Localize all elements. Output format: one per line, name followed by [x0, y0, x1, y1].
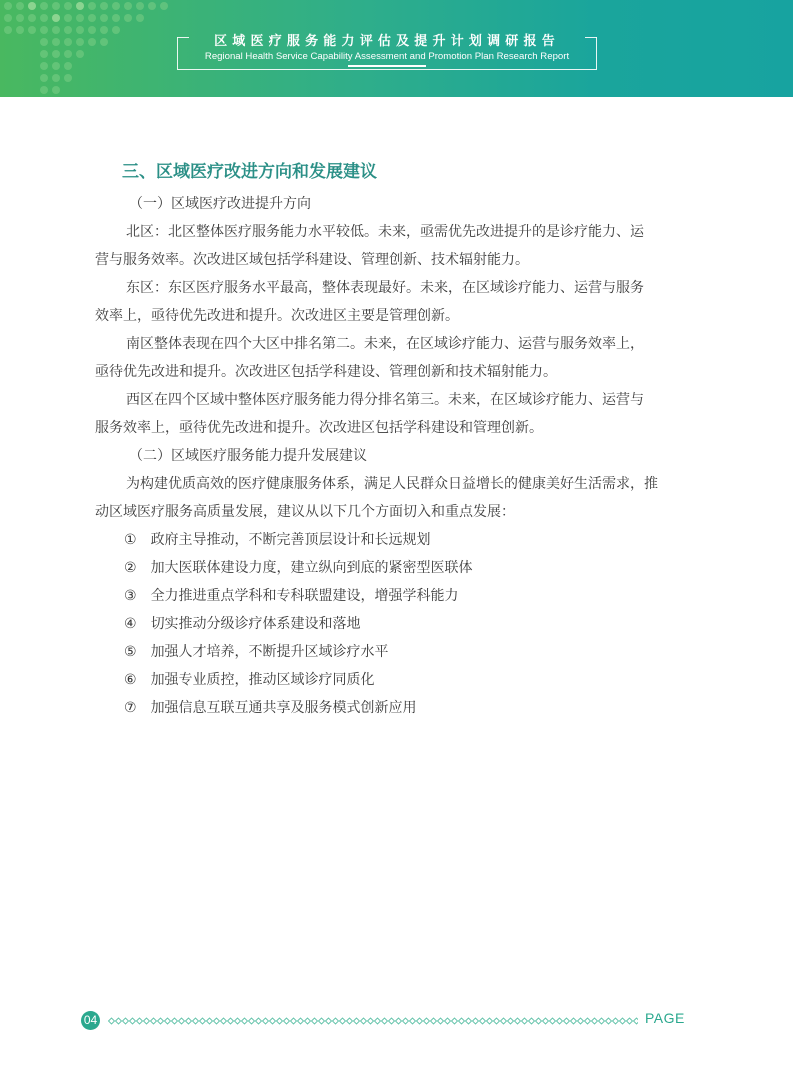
header-banner — [0, 0, 793, 97]
paragraph-line: 动区域医疗服务高质量发展，建议从以下几个方面切入和重点发展： — [95, 504, 515, 520]
paragraph-line: 东区：东区医疗服务水平最高，整体表现最好。未来，在区域诊疗能力、运营与服务 — [126, 280, 644, 296]
list-item — [124, 642, 389, 662]
list-item — [124, 586, 459, 606]
list-item-number: ⑦ — [124, 700, 137, 716]
paragraph-line: 服务效率上，亟待优先改进和提升。次改进区包括学科建设和管理创新。 — [95, 420, 543, 436]
list-item-text: 政府主导推动，不断完善顶层设计和长远规划 — [150, 532, 431, 548]
subheading: （一）区域医疗改进提升方向 — [129, 196, 311, 212]
list-item — [124, 558, 473, 578]
list-item-number: ⑤ — [124, 644, 137, 660]
diamond-chain-divider — [108, 1016, 638, 1026]
list-item-text: 加大医联体建设力度，建立纵向到底的紧密型医联体 — [150, 560, 473, 576]
page-footer — [0, 1000, 793, 1040]
list-item-number: ⑥ — [124, 672, 137, 688]
list-item-text: 加强人才培养，不断提升区域诊疗水平 — [150, 644, 389, 660]
header-title-underline — [348, 65, 426, 67]
list-item-number: ② — [124, 560, 137, 576]
paragraph-line: 西区在四个区域中整体医疗服务能力得分排名第三。未来，在区域诊疗能力、运营与 — [126, 392, 644, 408]
list-item-text: 切实推动分级诊疗体系建设和落地 — [150, 616, 361, 632]
list-item-number: ④ — [124, 616, 137, 632]
header-title-en: Regional Health Service Capability Assessment and Promotion Plan Research Report — [204, 51, 570, 62]
paragraph-line: 北区：北区整体医疗服务能力水平较低。未来，亟需优先改进提升的是诊疗能力、运 — [126, 224, 644, 240]
section-heading: 三、区域医疗改进方向和发展建议 — [122, 162, 377, 182]
paragraph-line: 为构建优质高效的医疗健康服务体系，满足人民群众日益增长的健康美好生活需求，推 — [126, 476, 658, 492]
paragraph-line: 营与服务效率。次改进区域包括学科建设、管理创新、技术辐射能力。 — [95, 252, 529, 268]
subheading: （二）区域医疗服务能力提升发展建议 — [129, 448, 367, 464]
paragraph-line: 南区整体表现在四个大区中排名第二。未来，在区域诊疗能力、运营与服务效率上， — [126, 336, 644, 352]
list-item — [124, 698, 417, 718]
header-title-cn: 区域医疗服务能力评估及提升计划调研报告 — [214, 34, 560, 49]
list-item-number: ③ — [124, 588, 137, 604]
list-item — [124, 670, 375, 690]
list-item-text: 全力推进重点学科和专科联盟建设，增强学科能力 — [150, 588, 459, 604]
list-item-number: ① — [124, 532, 137, 548]
paragraph-line: 亟待优先改进和提升。次改进区包括学科建设、管理创新和技术辐射能力。 — [95, 364, 557, 380]
list-item-text: 加强信息互联互通共享及服务模式创新应用 — [150, 700, 417, 716]
list-item — [124, 530, 431, 550]
list-item — [124, 614, 361, 634]
page-label: PAGE — [645, 1010, 685, 1026]
page-number-badge: 04 — [81, 1011, 100, 1030]
list-item-text: 加强专业质控，推动区域诊疗同质化 — [150, 672, 375, 688]
header-title-frame — [177, 34, 597, 70]
paragraph-line: 效率上，亟待优先改进和提升。次改进区主要是管理创新。 — [95, 308, 459, 324]
